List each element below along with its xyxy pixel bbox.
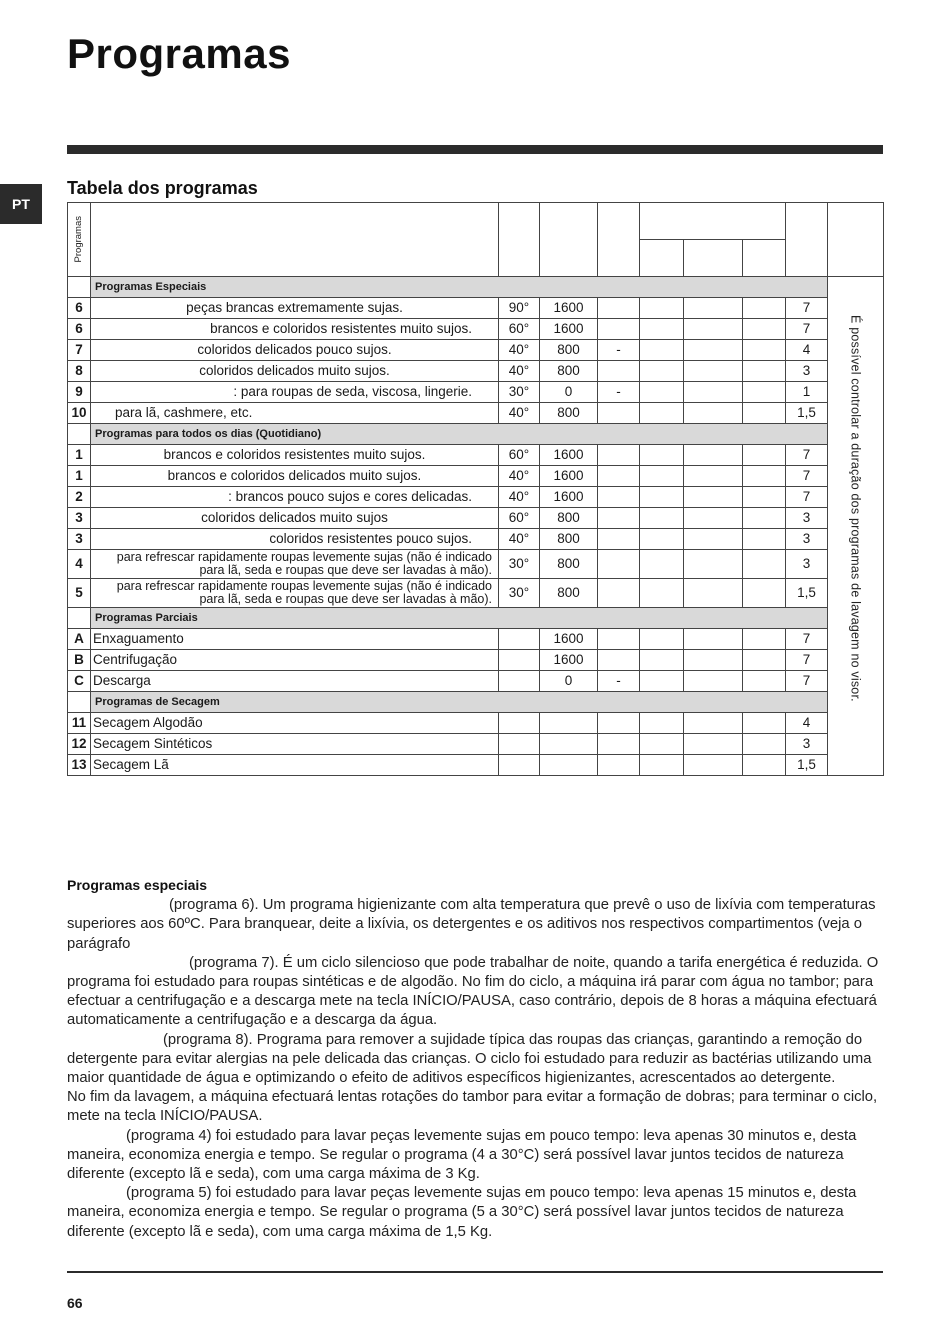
- bleach-cell: [684, 629, 743, 650]
- table-row: [68, 671, 884, 692]
- spin-speed: 800: [540, 529, 598, 550]
- program-number: 4: [68, 550, 91, 579]
- program-description: coloridos delicados muito sujos: [91, 508, 499, 529]
- prewash-mark: [598, 445, 640, 466]
- max-load: 7: [786, 319, 828, 340]
- bleach-cell: [684, 298, 743, 319]
- prewash-mark: [598, 529, 640, 550]
- header-rule: [67, 145, 883, 154]
- temperature: 40°: [499, 403, 540, 424]
- softener-cell: [743, 445, 786, 466]
- program-description: : brancos pouco sujos e cores delicadas.: [91, 487, 499, 508]
- footer-rule: [67, 1271, 883, 1273]
- program-number: 11: [68, 713, 91, 734]
- wash-cell: [640, 755, 684, 776]
- program-number: 10: [68, 403, 91, 424]
- table-header-row: [68, 203, 884, 240]
- max-load: 7: [786, 298, 828, 319]
- table-row: [68, 508, 884, 529]
- table-heading: Tabela dos programas: [67, 178, 258, 198]
- bleach-cell: [684, 340, 743, 361]
- spin-speed: 1600: [540, 629, 598, 650]
- program-description: Centrifugação: [91, 650, 499, 671]
- spin-speed: 0: [540, 382, 598, 403]
- max-load: 7: [786, 629, 828, 650]
- prewash-mark: [598, 713, 640, 734]
- table-row: [68, 466, 884, 487]
- temperature: [499, 671, 540, 692]
- program-description: peças brancas extremamente sujas.: [91, 298, 499, 319]
- prewash-mark: [598, 629, 640, 650]
- temperature: 40°: [499, 529, 540, 550]
- section-spacer-cell: [68, 608, 91, 629]
- program-description: Descarga: [91, 671, 499, 692]
- prewash-mark: [598, 361, 640, 382]
- bleach-cell: [684, 508, 743, 529]
- program-description: Secagem Lã: [91, 755, 499, 776]
- wash-cell: [640, 340, 684, 361]
- program-description: brancos e coloridos resistentes muito sujos.: [91, 445, 499, 466]
- temperature: [499, 650, 540, 671]
- max-load: 7: [786, 487, 828, 508]
- spin-speed: 800: [540, 340, 598, 361]
- header-programs-label: Programas: [73, 216, 84, 263]
- table-row: [68, 629, 884, 650]
- program-description: para lã, cashmere, etc.: [91, 403, 499, 424]
- softener-cell: [743, 671, 786, 692]
- program-description: para refrescar rapidamente roupas levemente sujas (não é indicado para lã, seda e roupas que deve ser lavadas à mão).: [91, 579, 499, 608]
- wash-cell: [640, 550, 684, 579]
- program-description: brancos e coloridos delicados muito sujos.: [91, 466, 499, 487]
- program-description: para refrescar rapidamente roupas levemente sujas (não é indicado para lã, seda e roupas que deve ser lavadas à mão).: [91, 550, 499, 579]
- duration-note: É possível controlar a duração dos programas de lavagem no visor.: [848, 315, 863, 702]
- spin-speed: [540, 755, 598, 776]
- temperature: 40°: [499, 487, 540, 508]
- program-number: 3: [68, 508, 91, 529]
- temperature: [499, 755, 540, 776]
- wash-cell: [640, 650, 684, 671]
- spin-speed: 1600: [540, 319, 598, 340]
- temperature: 30°: [499, 382, 540, 403]
- paragraph-end-of-wash: No fim da lavagem, a máquina efectuará lentas rotações do tambor para evitar a formação de dobras; para terminar o ciclo, mete na tecla INÍCIO/PAUSA.: [67, 1089, 878, 1125]
- softener-cell: [743, 713, 786, 734]
- max-load: 4: [786, 340, 828, 361]
- bleach-cell: [684, 755, 743, 776]
- bleach-cell: [684, 550, 743, 579]
- table-row: [68, 487, 884, 508]
- temperature: 40°: [499, 361, 540, 382]
- bleach-cell: [684, 382, 743, 403]
- max-load: 3: [786, 361, 828, 382]
- bleach-cell: [684, 487, 743, 508]
- program-number: 1: [68, 466, 91, 487]
- table-row: [68, 579, 884, 608]
- table-row: [68, 382, 884, 403]
- program-number: C: [68, 671, 91, 692]
- max-load: 3: [786, 550, 828, 579]
- max-load: 1,5: [786, 403, 828, 424]
- header-col-a-cell: [598, 203, 640, 277]
- prewash-mark: -: [598, 340, 640, 361]
- program-number: 6: [68, 319, 91, 340]
- section-row: [68, 277, 884, 298]
- program-description: brancos e coloridos resistentes muito sujos.: [91, 319, 499, 340]
- header-description-cell: [91, 203, 499, 277]
- bleach-cell: [684, 361, 743, 382]
- duration-note-cell: [828, 277, 884, 776]
- header-detergent-group-cell: [640, 203, 786, 240]
- prewash-mark: [598, 319, 640, 340]
- bleach-cell: [684, 319, 743, 340]
- program-number: 8: [68, 361, 91, 382]
- wash-cell: [640, 529, 684, 550]
- prewash-mark: [598, 550, 640, 579]
- section-row: [68, 608, 884, 629]
- softener-cell: [743, 298, 786, 319]
- bleach-cell: [684, 671, 743, 692]
- table-row: [68, 445, 884, 466]
- max-load: 7: [786, 671, 828, 692]
- wash-cell: [640, 508, 684, 529]
- spin-speed: 800: [540, 361, 598, 382]
- wash-cell: [640, 361, 684, 382]
- paragraph-program-8: (programa 8). Programa para remover a sujidade típica das roupas das crianças, garantindo a remoção do detergente para evitar alergias na pele delicada das crianças. O ciclo foi estudado para reduzir as bactérias utilizando uma maior quantidade de água e optimizando o efeito de aditivos específicos higienizantes, acrescentados ao detergente.: [67, 1031, 872, 1087]
- temperature: 60°: [499, 319, 540, 340]
- spin-speed: 800: [540, 403, 598, 424]
- program-description: Secagem Algodão: [91, 713, 499, 734]
- softener-cell: [743, 550, 786, 579]
- wash-cell: [640, 671, 684, 692]
- table-row: [68, 361, 884, 382]
- prewash-mark: [598, 298, 640, 319]
- program-number: 13: [68, 755, 91, 776]
- wash-cell: [640, 466, 684, 487]
- temperature: 40°: [499, 466, 540, 487]
- softener-cell: [743, 755, 786, 776]
- spin-speed: 1600: [540, 650, 598, 671]
- softener-cell: [743, 466, 786, 487]
- max-load: 4: [786, 713, 828, 734]
- max-load: 3: [786, 508, 828, 529]
- table-row: [68, 298, 884, 319]
- spin-speed: 1600: [540, 298, 598, 319]
- bleach-cell: [684, 734, 743, 755]
- section-spacer-cell: [68, 692, 91, 713]
- paragraph-program-6: (programa 6). Um programa higienizante com alta temperatura que prevê o uso de lixívia com temperaturas superiores aos 60ºC. Para branquear, deite a lixívia, os detergentes e os aditivos nos respectivos compartimentos (veja o parágrafo: [67, 897, 876, 952]
- program-description: coloridos delicados pouco sujos.: [91, 340, 499, 361]
- page-title: Programas: [67, 30, 291, 77]
- spin-speed: [540, 713, 598, 734]
- prewash-mark: [598, 755, 640, 776]
- softener-cell: [743, 508, 786, 529]
- paragraph-program-7: (programa 7). É um ciclo silencioso que pode trabalhar de noite, quando a tarifa energética é reduzida. O programa foi estudado para roupas sintéticas e de algodão. No fim do ciclo, a máquina irá parar com água no tambor; para efectuar a centrifugação e a descarga mete na tecla INÍCIO/PAUSA, caso contrário, depois de 8 horas a máquina efectuará automaticamente a centrifugação e a descarga da água.: [67, 954, 879, 1029]
- spin-speed: 800: [540, 508, 598, 529]
- wash-cell: [640, 579, 684, 608]
- max-load: 3: [786, 734, 828, 755]
- softener-cell: [743, 650, 786, 671]
- section-title: Programas Parciais: [91, 608, 828, 629]
- table-row: [68, 340, 884, 361]
- softener-cell: [743, 579, 786, 608]
- header-spin-cell: [540, 203, 598, 277]
- softener-cell: [743, 629, 786, 650]
- paragraph-program-4: (programa 4) foi estudado para lavar peças levemente sujas em pouco tempo: leva apenas 30 minutos e, desta maneira, economiza energia e tempo. Se regular o programa (4 a 30°C) será possível lavar juntos tecidos de natureza diferente (excepto lã e seda), com uma carga máxima de 3 Kg.: [67, 1127, 857, 1183]
- section-spacer-cell: [68, 424, 91, 445]
- bleach-cell: [684, 579, 743, 608]
- header-wash-cell: [684, 240, 743, 277]
- language-tab: PT: [0, 184, 42, 224]
- bleach-cell: [684, 713, 743, 734]
- table-row: [68, 755, 884, 776]
- section-title: Programas Especiais: [91, 277, 828, 298]
- prewash-mark: -: [598, 671, 640, 692]
- max-load: 7: [786, 650, 828, 671]
- softener-cell: [743, 403, 786, 424]
- program-number: 3: [68, 529, 91, 550]
- header-prewash-cell: [640, 240, 684, 277]
- spin-speed: [540, 734, 598, 755]
- program-number: 1: [68, 445, 91, 466]
- section-title: Programas para todos os dias (Quotidiano): [91, 424, 828, 445]
- prewash-mark: [598, 466, 640, 487]
- temperature: [499, 713, 540, 734]
- program-number: 9: [68, 382, 91, 403]
- program-number: 7: [68, 340, 91, 361]
- prewash-mark: [598, 487, 640, 508]
- prewash-mark: -: [598, 382, 640, 403]
- prewash-mark: [598, 403, 640, 424]
- header-programs-cell: [68, 203, 91, 277]
- max-load: 1,5: [786, 755, 828, 776]
- max-load: 7: [786, 445, 828, 466]
- max-load: 3: [786, 529, 828, 550]
- table-row: [68, 529, 884, 550]
- section-row: [68, 692, 884, 713]
- spin-speed: 800: [540, 579, 598, 608]
- section-title: Programas de Secagem: [91, 692, 828, 713]
- softener-cell: [743, 319, 786, 340]
- temperature: 30°: [499, 550, 540, 579]
- spin-speed: 0: [540, 671, 598, 692]
- bleach-cell: [684, 403, 743, 424]
- section-heading: Programas especiais: [67, 877, 208, 893]
- softener-cell: [743, 382, 786, 403]
- softener-cell: [743, 340, 786, 361]
- temperature: [499, 734, 540, 755]
- bleach-cell: [684, 445, 743, 466]
- paragraph-program-5: (programa 5) foi estudado para lavar peças levemente sujas em pouco tempo: leva apenas 15 minutos e, desta maneira, economiza energia e tempo. Se regular o programa (5 a 30°C) será possível lavar juntos tecidos de natureza diferente (excepto lã e seda), com uma carga máxima de 1,5 Kg.: [67, 1185, 857, 1240]
- wash-cell: [640, 319, 684, 340]
- program-description: Secagem Sintéticos: [91, 734, 499, 755]
- page-number: 66: [67, 1295, 83, 1311]
- program-description: : para roupas de seda, viscosa, lingerie.: [91, 382, 499, 403]
- prewash-mark: [598, 650, 640, 671]
- section-spacer-cell: [68, 277, 91, 298]
- header-duration-cell: [828, 203, 884, 277]
- spin-speed: 1600: [540, 466, 598, 487]
- temperature: 90°: [499, 298, 540, 319]
- wash-cell: [640, 487, 684, 508]
- temperature: 30°: [499, 579, 540, 608]
- wash-cell: [640, 734, 684, 755]
- table-row: [68, 550, 884, 579]
- table-row: [68, 319, 884, 340]
- temperature: [499, 629, 540, 650]
- softener-cell: [743, 734, 786, 755]
- table-row: [68, 713, 884, 734]
- section-row: [68, 424, 884, 445]
- program-number: 12: [68, 734, 91, 755]
- program-description: coloridos resistentes pouco sujos.: [91, 529, 499, 550]
- softener-cell: [743, 487, 786, 508]
- program-number: 6: [68, 298, 91, 319]
- prewash-mark: [598, 508, 640, 529]
- program-number: A: [68, 629, 91, 650]
- wash-cell: [640, 629, 684, 650]
- softener-cell: [743, 361, 786, 382]
- temperature: 60°: [499, 445, 540, 466]
- wash-cell: [640, 382, 684, 403]
- max-load: 7: [786, 466, 828, 487]
- spin-speed: 800: [540, 550, 598, 579]
- spin-speed: 1600: [540, 445, 598, 466]
- prewash-mark: [598, 579, 640, 608]
- bleach-cell: [684, 529, 743, 550]
- program-number: 2: [68, 487, 91, 508]
- wash-cell: [640, 445, 684, 466]
- bleach-cell: [684, 650, 743, 671]
- header-temp-cell: [499, 203, 540, 277]
- max-load: 1,5: [786, 579, 828, 608]
- header-load-cell: [786, 203, 828, 277]
- program-number: B: [68, 650, 91, 671]
- header-softener-cell: [743, 240, 786, 277]
- prewash-mark: [598, 734, 640, 755]
- table-row: [68, 650, 884, 671]
- program-description: Enxaguamento: [91, 629, 499, 650]
- spin-speed: 1600: [540, 487, 598, 508]
- special-programs-text: [67, 876, 885, 1242]
- wash-cell: [640, 713, 684, 734]
- temperature: 60°: [499, 508, 540, 529]
- programs-table: [67, 202, 884, 776]
- program-number: 5: [68, 579, 91, 608]
- bleach-cell: [684, 466, 743, 487]
- max-load: 1: [786, 382, 828, 403]
- table-row: [68, 734, 884, 755]
- program-description: coloridos delicados muito sujos.: [91, 361, 499, 382]
- wash-cell: [640, 298, 684, 319]
- wash-cell: [640, 403, 684, 424]
- softener-cell: [743, 529, 786, 550]
- temperature: 40°: [499, 340, 540, 361]
- table-row: [68, 403, 884, 424]
